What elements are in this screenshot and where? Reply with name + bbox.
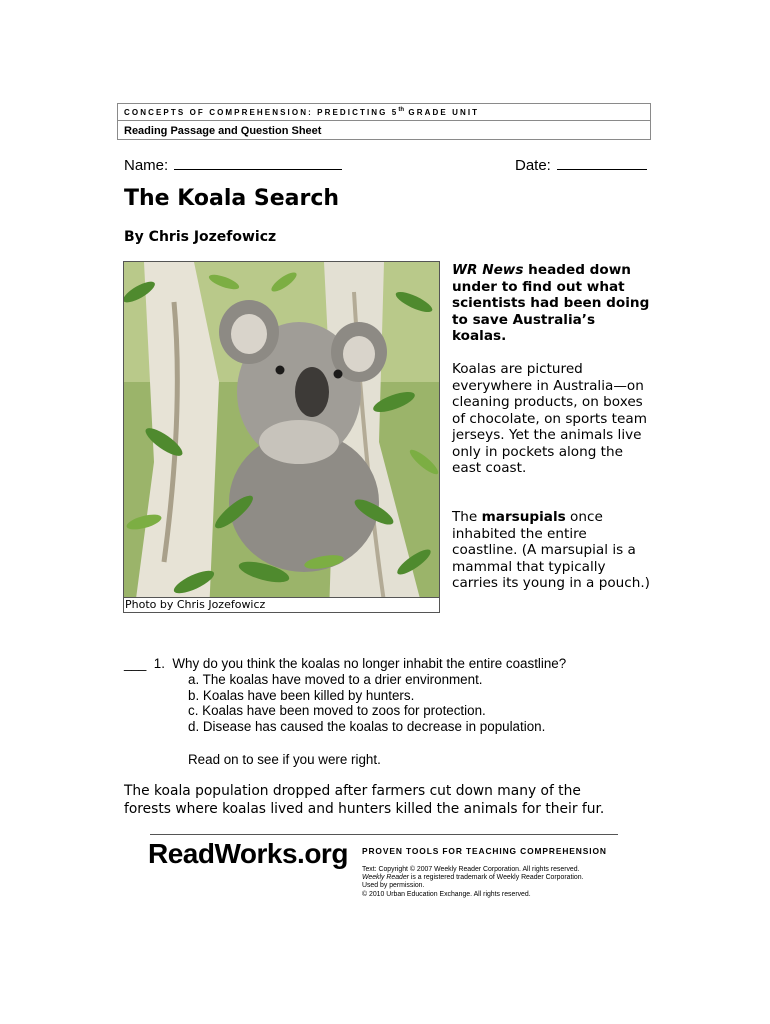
article-lead	[452, 262, 652, 345]
option-a: a. The koalas have moved to a drier environment.	[188, 671, 483, 687]
question-1	[124, 656, 566, 768]
unit-header-box	[117, 103, 651, 140]
footer-divider	[150, 834, 618, 835]
option-d: d. Disease has caused the koalas to decrease in population.	[188, 719, 546, 735]
closing-paragraph	[124, 783, 604, 818]
copyright-notice: Text: Copyright © 2007 Weekly Reader Corporation. All rights reserved. Weekly Reader is a registered trademark of Weekly Reader Corporation. Used by permission. © 2010 Urban Education Exchange. All rights reserved.	[362, 866, 584, 898]
question-stem	[124, 656, 566, 672]
header-divider	[118, 120, 650, 121]
article-title: The Koala Search	[124, 186, 340, 211]
name-label: Name:	[124, 157, 169, 174]
unit-title: CONCEPTS OF COMPREHENSION: PREDICTING 5th GRADE UNIT	[124, 107, 480, 117]
footer-tagline: PROVEN TOOLS FOR TEACHING COMPREHENSION	[362, 846, 607, 856]
readworks-logo: ReadWorks.org	[148, 838, 348, 869]
vocab-term: marsupials	[481, 509, 566, 525]
closing-line-2: forests where koalas lived and hunters killed the animals for their fur.	[124, 800, 605, 817]
date-field	[515, 156, 647, 174]
date-blank	[557, 156, 647, 170]
article-byline: By Chris Jozefowicz	[124, 229, 277, 245]
koala-photo-image	[124, 262, 440, 613]
closing-line-1: The koala population dropped after farmers cut down many of the	[124, 783, 581, 799]
read-on-prompt: Read on to see if you were right.	[188, 751, 381, 767]
question-number: 1.	[153, 656, 165, 671]
article-paragraph-2: The marsupials once inhabited the entire coastline. (A marsupial is a mammal that typically carries its young in a pouch.)	[452, 509, 650, 591]
name-field	[124, 156, 342, 174]
photo-caption: Photo by Chris Jozefowicz	[124, 597, 439, 612]
option-c: c. Koalas have been moved to zoos for protection.	[188, 703, 486, 719]
question-text: Why do you think the koalas no longer inhabit the entire coastline?	[172, 656, 567, 671]
option-b: b. Koalas have been killed by hunters.	[188, 687, 415, 703]
sheet-label: Reading Passage and Question Sheet	[124, 125, 322, 137]
koala-photo	[123, 261, 440, 613]
answer-blank: ___	[124, 656, 147, 671]
date-label: Date:	[515, 157, 551, 174]
lead-publication: WR News	[452, 262, 524, 278]
lead-text: headed down under to find out what scientists had been doing to save Australia’s koalas.	[452, 262, 650, 344]
article-paragraph-1: Koalas are pictured everywhere in Australia—on cleaning products, on boxes of chocolate, on sports team jerseys. Yet the animals live only in pockets along the east coast.	[452, 361, 647, 476]
name-blank	[174, 156, 342, 170]
